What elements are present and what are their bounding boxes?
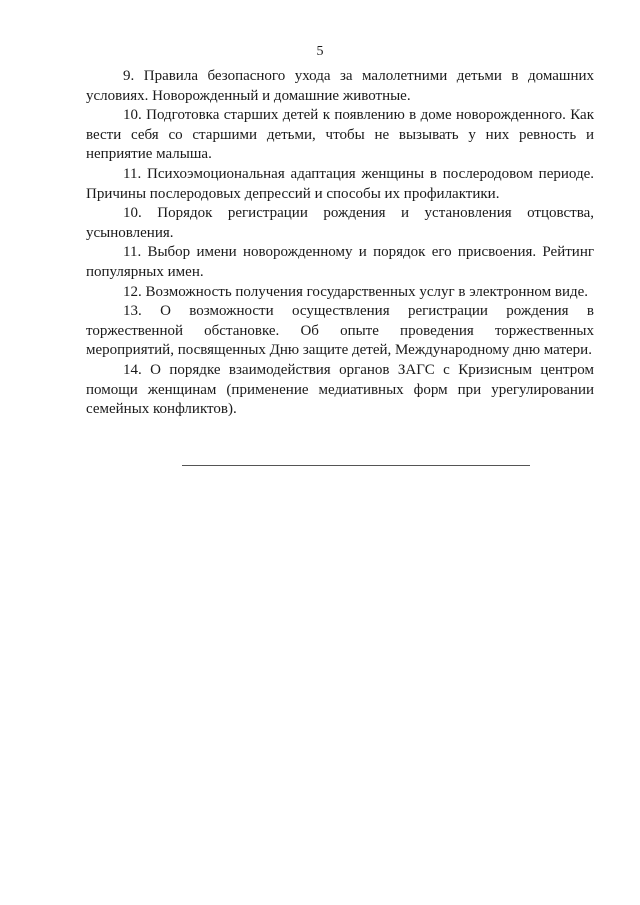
page-number: 5 xyxy=(316,44,324,59)
list-item: 11. Выбор имени новорожденному и порядок его присвоения. Рейтинг популярных имен. xyxy=(86,244,594,280)
list-item: 9. Правила безопасного ухода за малолетними детьми в домашних условиях. Новорожденный и домашние животные. xyxy=(86,68,594,104)
document-body xyxy=(86,67,594,420)
list-item: 10. Подготовка старших детей к появлению в доме новорожденного. Как вести себя со старшими детьми, чтобы не вызывать у них ревность и неприятие малыша. xyxy=(86,107,594,163)
list-item: 10. Порядок регистрации рождения и установления отцовства, усыновления. xyxy=(86,205,594,241)
closing-divider xyxy=(182,465,530,466)
list-item: 13. О возможности осуществления регистрации рождения в торжественной обстановке. Об опыте проведения торжественных мероприятий, посвященных Дню защите детей, Международному дню матери. xyxy=(86,303,594,359)
list-item: 12. Возможность получения государственных услуг в электронном виде. xyxy=(123,283,589,300)
list-item: 14. О порядке взаимодействия органов ЗАГС с Кризисным центром помощи женщинам (применение медиативных форм при урегулировании семейных конфликтов). xyxy=(86,361,594,418)
list-item: 11. Психоэмоциональная адаптация женщины в послеродовом периоде. Причины послеродовых депрессий и способы их профилактики. xyxy=(86,165,594,202)
